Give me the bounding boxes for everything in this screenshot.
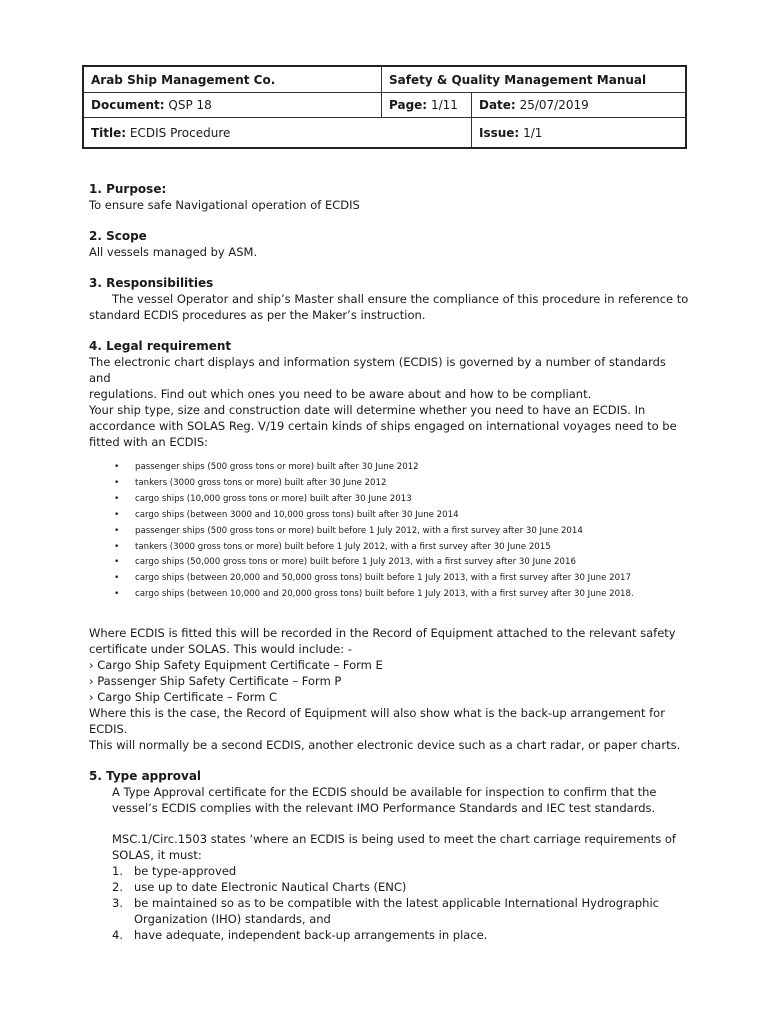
list-item: • tankers (3000 gross tons or more) built after 30 June 2012 [114,476,689,492]
bullet-icon: • [114,573,120,584]
bullet-icon: • [114,477,120,488]
issue-cell [472,118,687,149]
list-item: • cargo ships (between 10,000 and 20,000 gross tons) built before 1 July 2013, with a first survey after 30 June 2018. [114,587,689,603]
date-label: Date: [479,98,516,112]
list-item: • passenger ships (500 gross tons or more) built before 1 July 2012, with a first survey after 30 June 2014 [114,524,689,540]
legal-line: fitted with an ECDIS: [89,435,209,449]
legal-after-line: Where ECDIS is fitted this will be recorded in the Record of Equipment attached to the relevant safety [89,626,676,641]
page-value: 1/11 [430,98,458,112]
document-header-table [82,65,687,149]
list-item: • tankers (3000 gross tons or more) built before 1 July 2012, with a first survey after 30 June 2015 [114,540,689,556]
purpose-text: To ensure safe Navigational operation of ECDIS [89,198,360,212]
legal-after-line: › Passenger Ship Safety Certificate – Form P [89,674,342,689]
date-cell [472,93,687,118]
type-approval-heading: 5. Type approval [89,769,202,784]
legal-line: The electronic chart displays and information system (ECDIS) is governed by a number of standards and [89,355,666,385]
type-approval-line: SOLAS, it must: [112,848,202,863]
list-item: 1. be type-approved [112,864,237,879]
list-item: • cargo ships (between 20,000 and 50,000 gross tons) built before 1 July 2013, with a first survey after 30 June 2017 [114,571,689,587]
legal-line: regulations. Find out which ones you need to be aware about and how to be compliant. [89,387,592,401]
legal-after-line: certificate under SOLAS. This would include: - [89,642,352,657]
scope-text: All vessels managed by ASM. [89,245,258,259]
bullet-icon: • [114,525,120,536]
type-approval-line: MSC.1/Circ.1503 states ‘where an ECDIS is being used to meet the chart carriage requirements of [112,832,676,847]
bullet-icon: • [114,541,120,552]
type-approval-line: A Type Approval certificate for the ECDIS should be available for inspection to confirm that the [112,785,657,800]
section-scope [89,228,689,260]
document-body [89,181,689,958]
section-responsibilities [89,275,689,323]
responsibilities-line-1: The vessel Operator and ship’s Master shall ensure the compliance of this procedure in reference to [112,292,689,306]
bullet-icon: • [114,493,120,504]
legal-after-line: › Cargo Ship Certificate – Form C [89,690,278,705]
record-of-equipment-text [89,625,689,753]
bullet-icon: • [114,509,120,520]
title-cell [83,118,472,149]
date-value: 25/07/2019 [519,98,589,112]
section-type-approval [89,768,689,943]
responsibilities-line-2: standard ECDIS procedures as per the Maker’s instruction. [89,308,426,322]
issue-label: Issue: [479,125,520,140]
legal-line: accordance with SOLAS Reg. V/19 certain kinds of ships engaged on international voyages need to be [89,419,677,433]
page-cell [382,93,472,118]
bullet-icon: • [114,557,120,568]
legal-after-line: Where this is the case, the Record of Equipment will also show what is the back-up arrangement for [89,706,665,721]
legal-heading: 4. Legal requirement [89,339,232,353]
responsibilities-heading: 3. Responsibilities [89,276,214,290]
scope-heading: 2. Scope [89,229,147,243]
document-cell [83,93,382,118]
document-label: Document: [91,98,165,112]
section-purpose [89,181,689,213]
page-label: Page: [389,98,428,112]
legal-after-line: This will normally be a second ECDIS, another electronic device such as a chart radar, or paper charts. [89,738,681,753]
list-item: 3. be maintained so as to be compatible with the latest applicable International Hydrographic Organization (IHO) standards, and [112,896,659,927]
bullet-icon: • [114,462,120,472]
title-value: ECDIS Procedure [129,125,231,140]
manual-name: Safety & Quality Management Manual [382,66,687,93]
type-approval-line: vessel’s ECDIS complies with the relevant IMO Performance Standards and IEC test standards. [112,801,656,816]
section-legal-requirement [89,338,689,753]
list-item: • cargo ships (between 3000 and 10,000 gross tons) built after 30 June 2014 [114,508,689,524]
company-name: Arab Ship Management Co. [83,66,382,93]
legal-line: Your ship type, size and construction date will determine whether you need to have an ECDIS. In [89,403,646,417]
bullet-icon: • [114,589,120,600]
title-label: Title: [91,125,127,140]
document-value: QSP 18 [168,98,212,112]
list-item: • cargo ships (50,000 gross tons or more) built before 1 July 2013, with a first survey after 30 June 2016 [114,555,689,571]
list-item: 2. use up to date Electronic Nautical Charts (ENC) [112,880,407,895]
list-item: • cargo ships (10,000 gross tons or more) built after 30 June 2013 [114,492,689,508]
purpose-heading: 1. Purpose: [89,182,167,196]
requirements-list [89,863,689,943]
legal-after-line: ECDIS. [89,722,128,737]
list-item: • passenger ships (500 gross tons or more) built after 30 June 2012 [114,460,689,476]
legal-after-line: › Cargo Ship Safety Equipment Certificate – Form E [89,658,383,673]
ship-types-list [89,460,689,603]
list-item: 4. have adequate, independent back-up arrangements in place. [112,928,488,943]
issue-value: 1/1 [523,125,543,140]
